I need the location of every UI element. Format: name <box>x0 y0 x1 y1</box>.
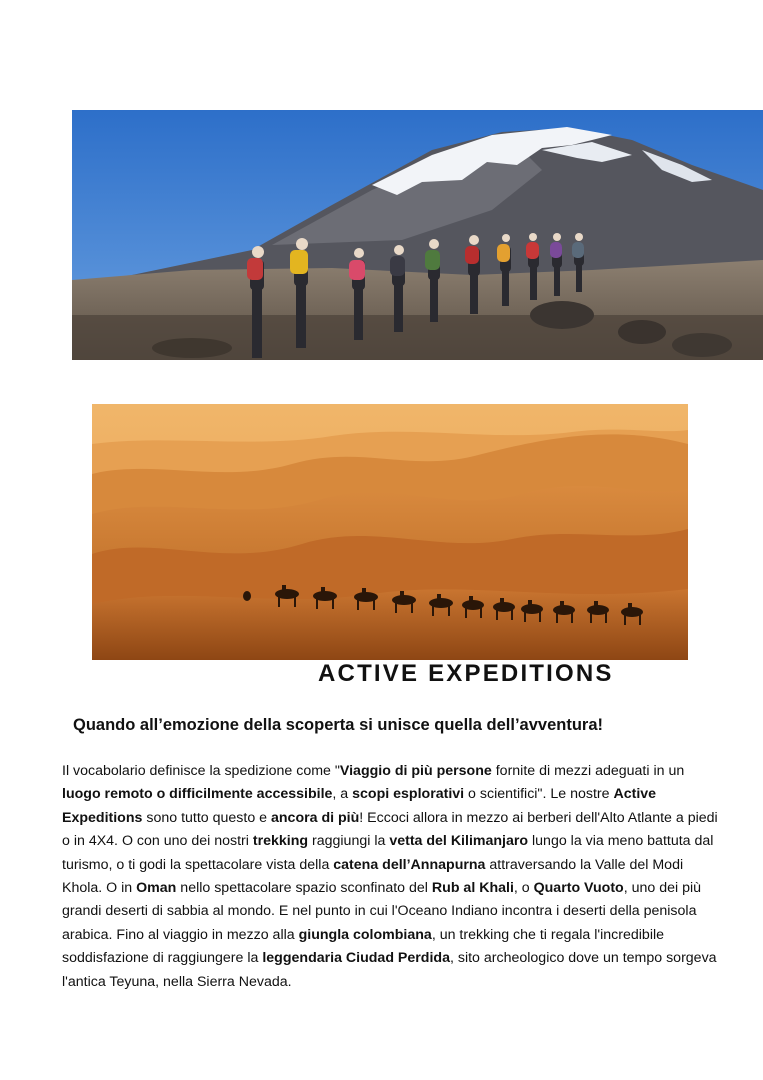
article-bold-run: catena dell’Annapurna <box>333 856 486 873</box>
mountain-illustration <box>72 110 763 360</box>
article-bold-run: vetta del Kilimanjaro <box>389 833 529 850</box>
article-text-run: fornite di mezzi adeguati in un <box>491 763 685 779</box>
article-paragraph <box>62 760 722 994</box>
article-bold-run: trekking <box>252 833 309 850</box>
article-text-run: , a <box>332 786 353 803</box>
article-bold-run: ancora di più <box>271 809 360 826</box>
article-text-run: sono tutto questo e <box>142 809 271 826</box>
article-bold-run: Active Expeditions <box>62 786 657 826</box>
article-text-run: raggiungi la <box>308 833 390 850</box>
article-text-run: , o <box>513 880 534 897</box>
photo-kilimanjaro-trekkers <box>72 110 763 360</box>
article-text-run: Il vocabolario definisce la spedizione come " <box>62 763 340 779</box>
photo-desert-caravan <box>92 404 688 660</box>
article-bold-run: Viaggio di più persone <box>339 763 492 779</box>
article-text-run: , uno dei più grandi deserti di sabbia al mondo. E nel punto in cui l'Oceano Indiano incontra i deserti della penisola arabica. Fino al viaggio in mezzo alla <box>62 880 702 943</box>
article-bold-run: giungla colombiana <box>298 926 432 943</box>
article-text-run: , un trekking che ti regala l'incredibile soddisfazione di raggiungere la <box>62 926 665 967</box>
page-title: ACTIVE EXPEDITIONS <box>318 660 614 687</box>
article-text-run: ! Eccoci allora in mezzo ai berberi dell'Alto Atlante a piedi o in 4X4. O con uno dei nostri <box>62 809 718 850</box>
article-bold-run: Quarto Vuoto <box>533 880 624 897</box>
article-bold-run: Rub al Khali <box>431 880 514 897</box>
desert-illustration <box>92 404 688 660</box>
article-bold-run: leggendaria Ciudad Perdida <box>262 950 450 967</box>
page-subtitle: Quando all’emozione della scoperta si unisce quella dell’avventura! <box>73 716 603 734</box>
article-text-run: nello spettacolare spazio sconfinato del <box>176 880 432 897</box>
article-bold-run: luogo remoto o difficilmente accessibile <box>62 786 333 803</box>
article-text-run: attraversando la Valle del Modi Khola. O in <box>62 856 684 897</box>
article-text-run: , sito archeologico dove un tempo sorgeva l'antica Teyuna, nella Sierra Nevada. <box>62 950 717 990</box>
article-text-run: lungo la via meno battuta dal turismo, o ti godi la spettacolare vista della <box>62 833 714 873</box>
article-bold-run: scopi esplorativi <box>352 786 465 803</box>
article-text-run: o scientifici". Le nostre <box>464 786 614 803</box>
article-bold-run: Oman <box>136 880 177 897</box>
